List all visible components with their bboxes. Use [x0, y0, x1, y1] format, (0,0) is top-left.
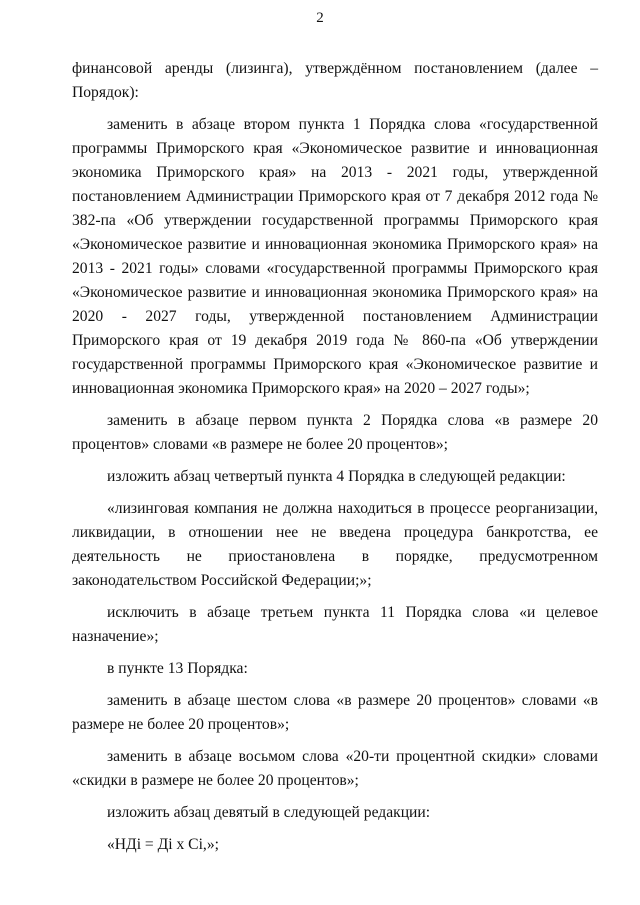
paragraph-point-13-eighth: заменить в абзаце восьмом слова «20-ти процентной скидки» словами «скидки в размере не более 20 процентов»; — [72, 748, 598, 789]
paragraph-amend-point-1: заменить в абзаце втором пункта 1 Порядка слова «государственной программы Приморского края «Экономическое развитие и инновационная экономика Приморского края» на 2013 - 2021 годы, утвержденной постановлением Администрации Приморского края от 7 декабря 2012 года № 382-па «Об утверждении государственной программы Приморского края «Экономическое развитие и инновационная экономика Приморского края» на 2013 - 2021 годы» словами «государственной программы Приморского края «Экономическое развитие и инновационная экономика Приморского края» на 2020 - 2027 годы, утвержденной постановлением Администрации Приморского края от 19 декабря 2019 года № 860-па «Об утверждении государственной программы Приморского края «Экономическое развитие и инновационная экономика Приморского края» на 2020 – 2027 годы»; — [72, 116, 598, 397]
paragraph-continuation: финансовой аренды (лизинга), утверждённом постановлением (далее – Порядок): — [72, 60, 598, 101]
paragraph-amend-point-2: заменить в абзаце первом пункта 2 Порядка слова «в размере 20 процентов» словами «в размере не более 20 процентов»; — [72, 412, 598, 453]
page-number: 2 — [316, 10, 324, 26]
paragraph-amend-point-11: исключить в абзаце третьем пункта 11 Порядка слова «и целевое назначение»; — [72, 604, 598, 645]
paragraph-point-13-intro: в пункте 13 Порядка: — [107, 660, 248, 677]
paragraph-point-4-intro: изложить абзац четвертый пункта 4 Порядка в следующей редакции: — [107, 468, 566, 485]
paragraph-formula: «НДi = Дi х Ci,»; — [107, 836, 219, 853]
paragraph-point-13-sixth: заменить в абзаце шестом слова «в размере 20 процентов» словами «в размере не более 20 процентов»; — [72, 692, 598, 733]
document-body — [72, 57, 598, 865]
paragraph-point-4-text: «лизинговая компания не должна находиться в процессе реорганизации, ликвидации, в отношении нее не введена процедура банкротства, ее деятельность не приостановлена в порядке, предусмотренном законодательством Российской Федерации;»; — [72, 500, 598, 589]
paragraph-point-13-ninth-intro: изложить абзац девятый в следующей редакции: — [107, 804, 431, 821]
